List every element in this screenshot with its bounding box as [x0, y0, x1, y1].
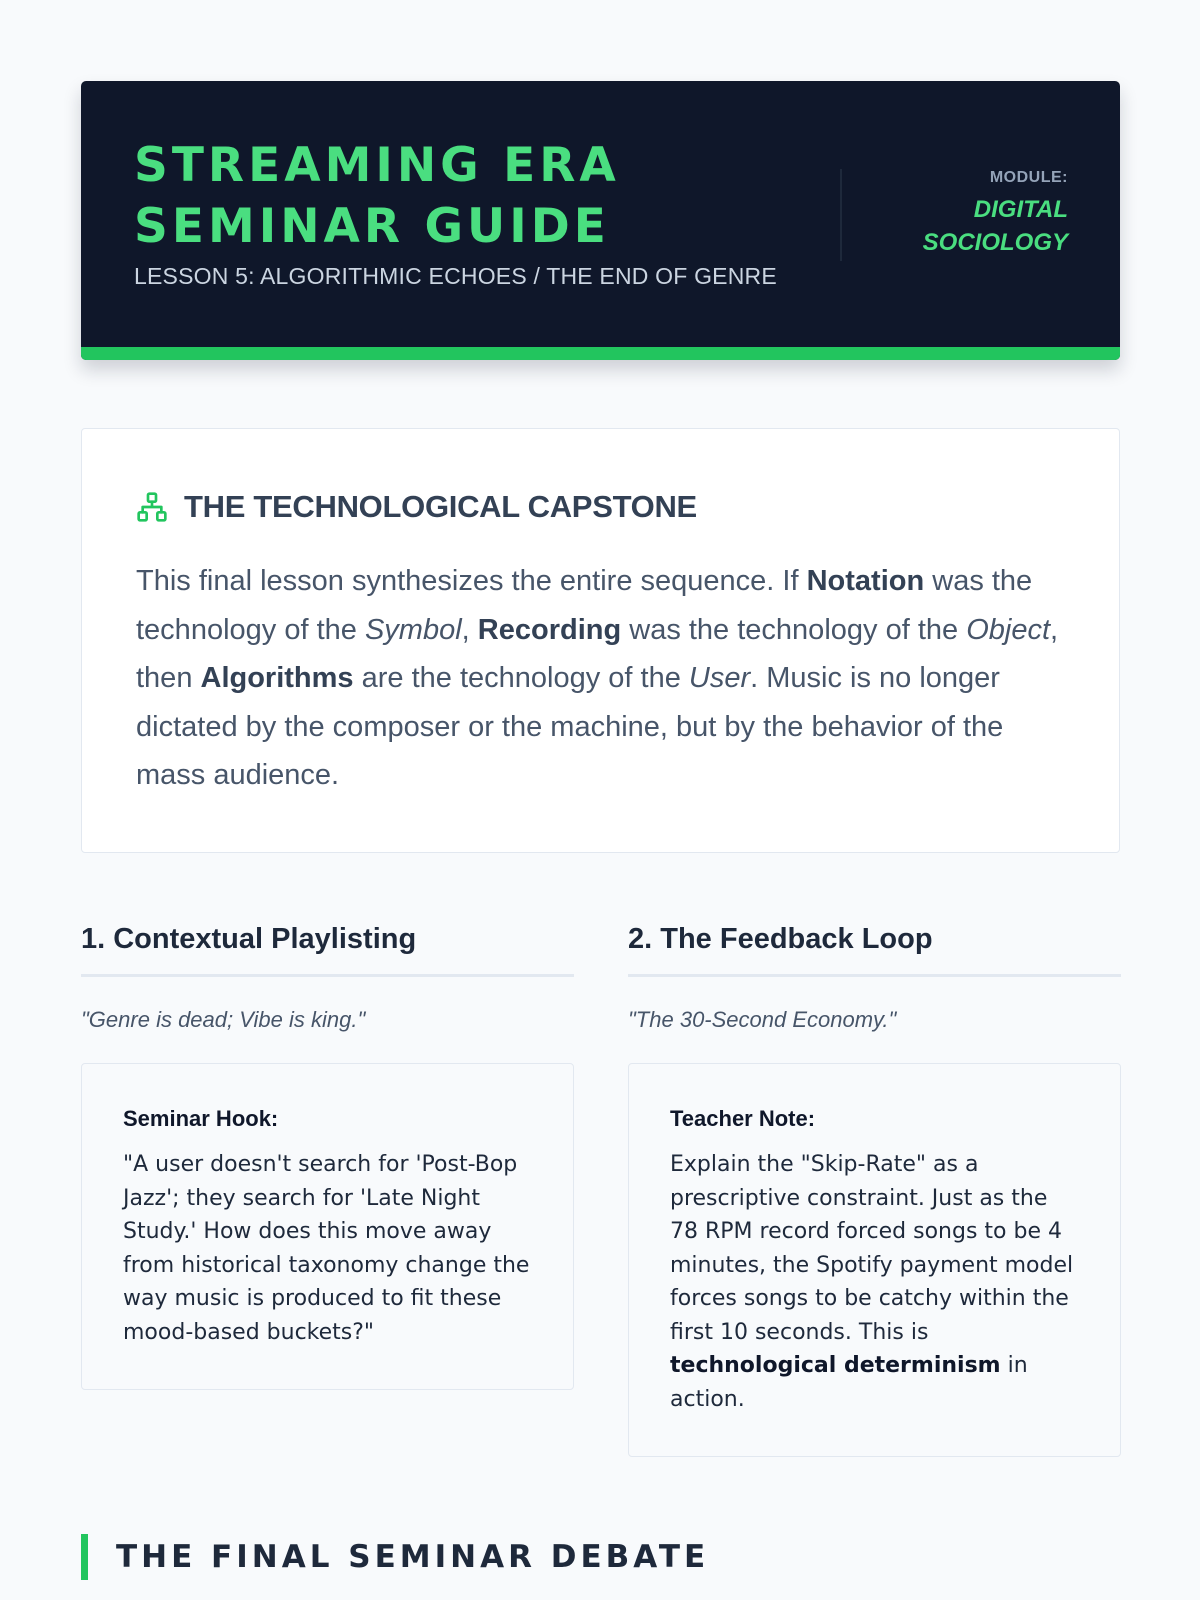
sitemap-icon: [136, 491, 168, 523]
page-title: STREAMING ERA SEMINAR GUIDE: [134, 138, 620, 254]
term-algorithms: Algorithms: [200, 662, 354, 694]
capstone-heading: [136, 489, 697, 525]
capstone-body: This final lesson synthesizes the entire sequence. If Notation was the technology of the Symbol, Recording was the technology of the Object, then Algorithms are the technology of the User. Music is no longer dictated by the composer or the machine, but by the behavior of the mass audience.: [136, 565, 1059, 791]
module-block: [908, 169, 1068, 259]
term-symbol: Symbol: [364, 613, 462, 646]
seminar-guide: [81, 81, 1120, 1575]
column-feedback-loop: [628, 924, 1121, 1457]
term-user: User: [688, 662, 751, 694]
column-title: 2. The Feedback Loop: [628, 924, 1121, 977]
debate-title: THE FINAL SEMINAR DEBATE: [116, 1539, 710, 1575]
capstone-card: [81, 428, 1120, 853]
term-recording: Recording: [477, 613, 622, 646]
column-title: 1. Contextual Playlisting: [81, 924, 574, 977]
final-debate-heading: [81, 1534, 709, 1580]
note-text: Explain the "Skip-Rate" as a prescriptive constraint. Just as the 78 RPM record forced songs to be 4 minutes, the Spotify payment model forces songs to be catchy within the first 10 seconds. This is technological determinism in action.: [670, 1152, 1074, 1412]
term-technological-determinism: technological determinism: [670, 1353, 1001, 1378]
note-text: "A user doesn't search for 'Post-Bop Jazz'; they search for 'Late Night Study.' How does this move away from historical taxonomy change the way music is produced to fit these mood-based buckets?": [123, 1152, 530, 1345]
column-contextual-playlisting: [81, 924, 574, 1390]
column-quote: "Genre is dead; Vibe is king.": [81, 1007, 366, 1032]
module-value: DIGITAL SOCIOLOGY: [922, 196, 1068, 256]
teacher-note-box: [628, 1063, 1121, 1457]
note-label: Seminar Hook:: [123, 1106, 279, 1131]
header-banner: [81, 81, 1120, 360]
module-label: MODULE:: [989, 169, 1068, 186]
seminar-hook-box: [81, 1063, 574, 1390]
term-object: Object: [966, 613, 1051, 646]
note-label: Teacher Note:: [670, 1106, 816, 1131]
column-quote: "The 30-Second Economy.": [628, 1007, 897, 1032]
lesson-subtitle: LESSON 5: ALGORITHMIC ECHOES / THE END OF GENRE: [134, 263, 777, 289]
term-notation: Notation: [806, 565, 925, 597]
header-accent-bar: [81, 347, 1120, 360]
header-divider: [840, 169, 842, 261]
capstone-title: THE TECHNOLOGICAL CAPSTONE: [184, 489, 697, 524]
